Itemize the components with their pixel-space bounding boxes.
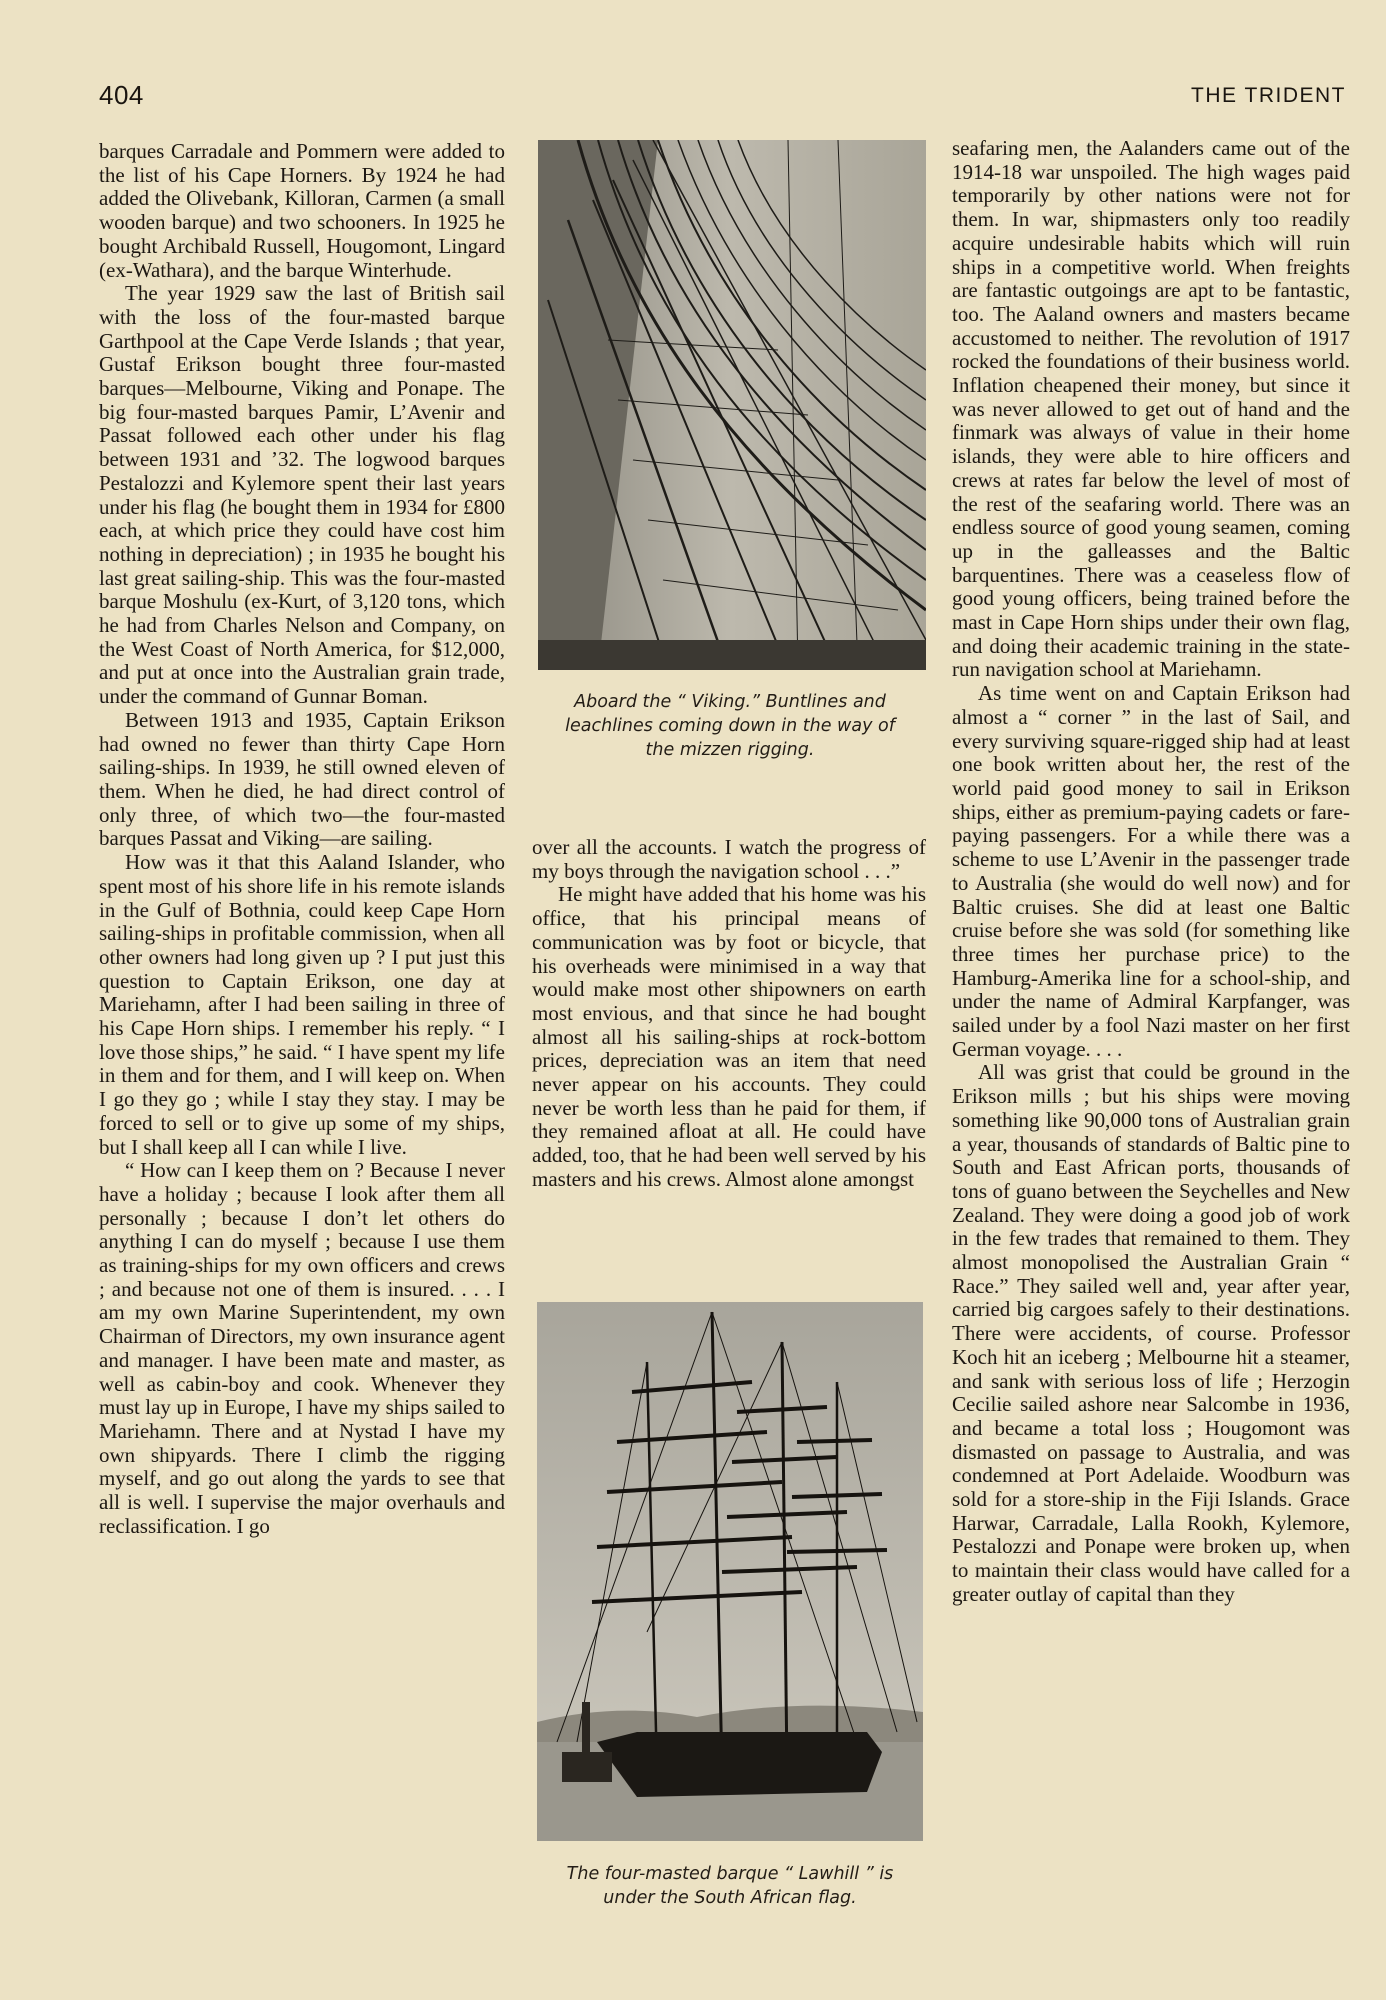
paragraph: “ How can I keep them on ? Because I never have a holiday ; because I look after them all personally ; because I don’t let others do anything I can do myself ; because I use them as training-ships for my own officers and crews ; and because not one of them is insured. . . . I am my own Marine Superintendent, my own Chairman of Directors, my own insurance agent and manager. I have been mate and master, as well as cabin-boy and cook. Whenever they must lay up in Europe, I have my ships sailed to Mariehamn. There and at Nystad I have my own shipyards. There I climb the rigging myself, and go out along the yards to see that all is well. I supervise the major overhauls and reclassification. I go — [99, 1158, 505, 1538]
ship-photo — [537, 1302, 923, 1841]
paragraph: over all the accounts. I watch the progress of my boys through the navigation school . . .” — [532, 835, 926, 883]
text-column-right — [952, 137, 1350, 1607]
running-head: THE TRIDENT — [1191, 84, 1346, 107]
paragraph: Between 1913 and 1935, Captain Erikson had owned no fewer than thirty Cape Horn sailing-ships. In 1939, he still owned eleven of them. When he died, he had direct control of only three, of which two—the four-masted barques Passat and Viking—are sailing. — [99, 707, 505, 851]
rigging-photo — [538, 140, 926, 670]
page-number: 404 — [99, 80, 144, 110]
ship-photo-caption: The four-masted barque “ Lawhill ” is under the South African flag. — [566, 1864, 894, 1908]
rigging-photo-caption: Aboard the “ Viking.” Buntlines and leachlines coming down in the way of the mizzen rigging. — [565, 692, 895, 760]
paragraph: barques Carradale and Pommern were added to the list of his Cape Horners. By 1924 he had added the Olivebank, Killoran, Carmen (a small wooden barque) and two schooners. In 1925 he bought Archibald Russell, Hougomont, Lingard (ex-Wathara), and the barque Winterhude. — [99, 139, 505, 282]
paragraph: He might have added that his home was his office, that his principal means of communication was by foot or bicycle, that his overheads were minimised in a way that would make most other shipowners on earth most envious, and that since he had bought almost all his sailing-ships at rock-bottom prices, depreciation was an item that need never appear on his accounts. They could never be worth less than he paid for them, if they remained afloat at all. He could have added, too, that he had been well served by his masters and his crews. Almost alone amongst — [532, 882, 926, 1191]
paragraph: The year 1929 saw the last of British sail with the loss of the four-masted barque Garthpool at the Cape Verde Islands ; that year, Gustaf Erikson bought three four-masted barques—Melbourne, Viking and Ponape. The big four-masted barques Pamir, L’Avenir and Passat followed each other under his flag between 1931 and ’32. The logwood barques Pestalozzi and Kylemore spent their last years under his flag (he bought them in 1934 for £800 each, at which price they could have cost him nothing in depreciation) ; in 1935 he bought his last great sailing-ship. This was the four-masted barque Moshulu (ex-Kurt, of 3,120 tons, which he had from Charles Nelson and Company, on the West Coast of North America, for $12,000, and put at once into the Australian grain trade, under the command of Gunnar Boman. — [99, 281, 505, 709]
paragraph: seafaring men, the Aalanders came out of the 1914-18 war unspoiled. The high wages paid temporarily by other nations were not for them. In war, shipmasters only too readily acquire undesirable habits which will ruin ships in a competitive world. When freights are fantastic outgoings are apt to be fantastic, too. The Aaland owners and masters became accustomed to neither. The revolution of 1917 rocked the foundations of their business world. Inflation cheapened their money, but since it was never allowed to get out of hand and the finmark was always of value in their home islands, they were able to hire officers and crews at rates far below the level of most of the rest of the seafaring world. There was an endless source of good young seamen, coming up in the galleasses and the Baltic barquentines. There was a ceaseless flow of good young officers, being trained before the mast in Cape Horn ships under their own flag, and doing their academic training in the state-run navigation school at Mariehamn. — [952, 136, 1350, 682]
text-column-middle — [532, 836, 926, 1192]
paragraph: As time went on and Captain Erikson had almost a “ corner ” in the last of Sail, and every surviving square-rigged ship had at least one book written about her, the rest of the world paid good money to sail in Erikson ships, either as premium-paying cadets or fare-paying passengers. For a while there was a scheme to use L’Avenir in the passenger trade to Australia (she would do well now) and for Baltic cruises. She did at least one Baltic cruise before she was sold (for something like three times her purchase price) to the Hamburg-Amerika line for a school-ship, and under the name of Admiral Karpfanger, was sailed under by a fool Nazi master on her first German voyage. . . . — [952, 681, 1350, 1061]
text-column-left — [99, 140, 505, 1538]
paragraph: All was grist that could be ground in the Erikson mills ; but his ships were moving something like 90,000 tons of Australian grain a year, thousands of standards of Baltic pine to South and East African ports, thousands of tons of guano between the Seychelles and New Zealand. They were doing a good job of work in the few trades that remained to them. They almost monopolised the Australian Grain “ Race.” They sailed well and, year after year, carried big cargoes safely to their destinations. There were accidents, of course. Professor Koch hit an iceberg ; Melbourne hit a steamer, and sank with serious loss of life ; Herzogin Cecilie sailed ashore near Salcombe in 1936, and became a total loss ; Hougomont was dismasted on passage to Australia, and was condemned at Port Adelaide. Woodburn was sold for a store-ship in the Fiji Islands. Grace Harwar, Carradale, Lalla Rookh, Kylemore, Pestalozzi and Ponape were broken up, when to maintain their class would have called for a greater outlay of capital than they — [952, 1060, 1350, 1606]
paragraph: How was it that this Aaland Islander, who spent most of his shore life in his remote islands in the Gulf of Bothnia, could keep Cape Horn sailing-ships in profitable commission, when all other owners had long given up ? I put just this question to Captain Erikson, one day at Mariehamn, after I had been sailing in three of his Cape Horn ships. I remember his reply. “ I love those ships,” he said. “ I have spent my life in them and for them, and I will keep on. When I go they go ; while I stay they stay. I may be forced to sell or to give up some of my ships, but I shall keep all I can while I live. — [99, 850, 505, 1159]
